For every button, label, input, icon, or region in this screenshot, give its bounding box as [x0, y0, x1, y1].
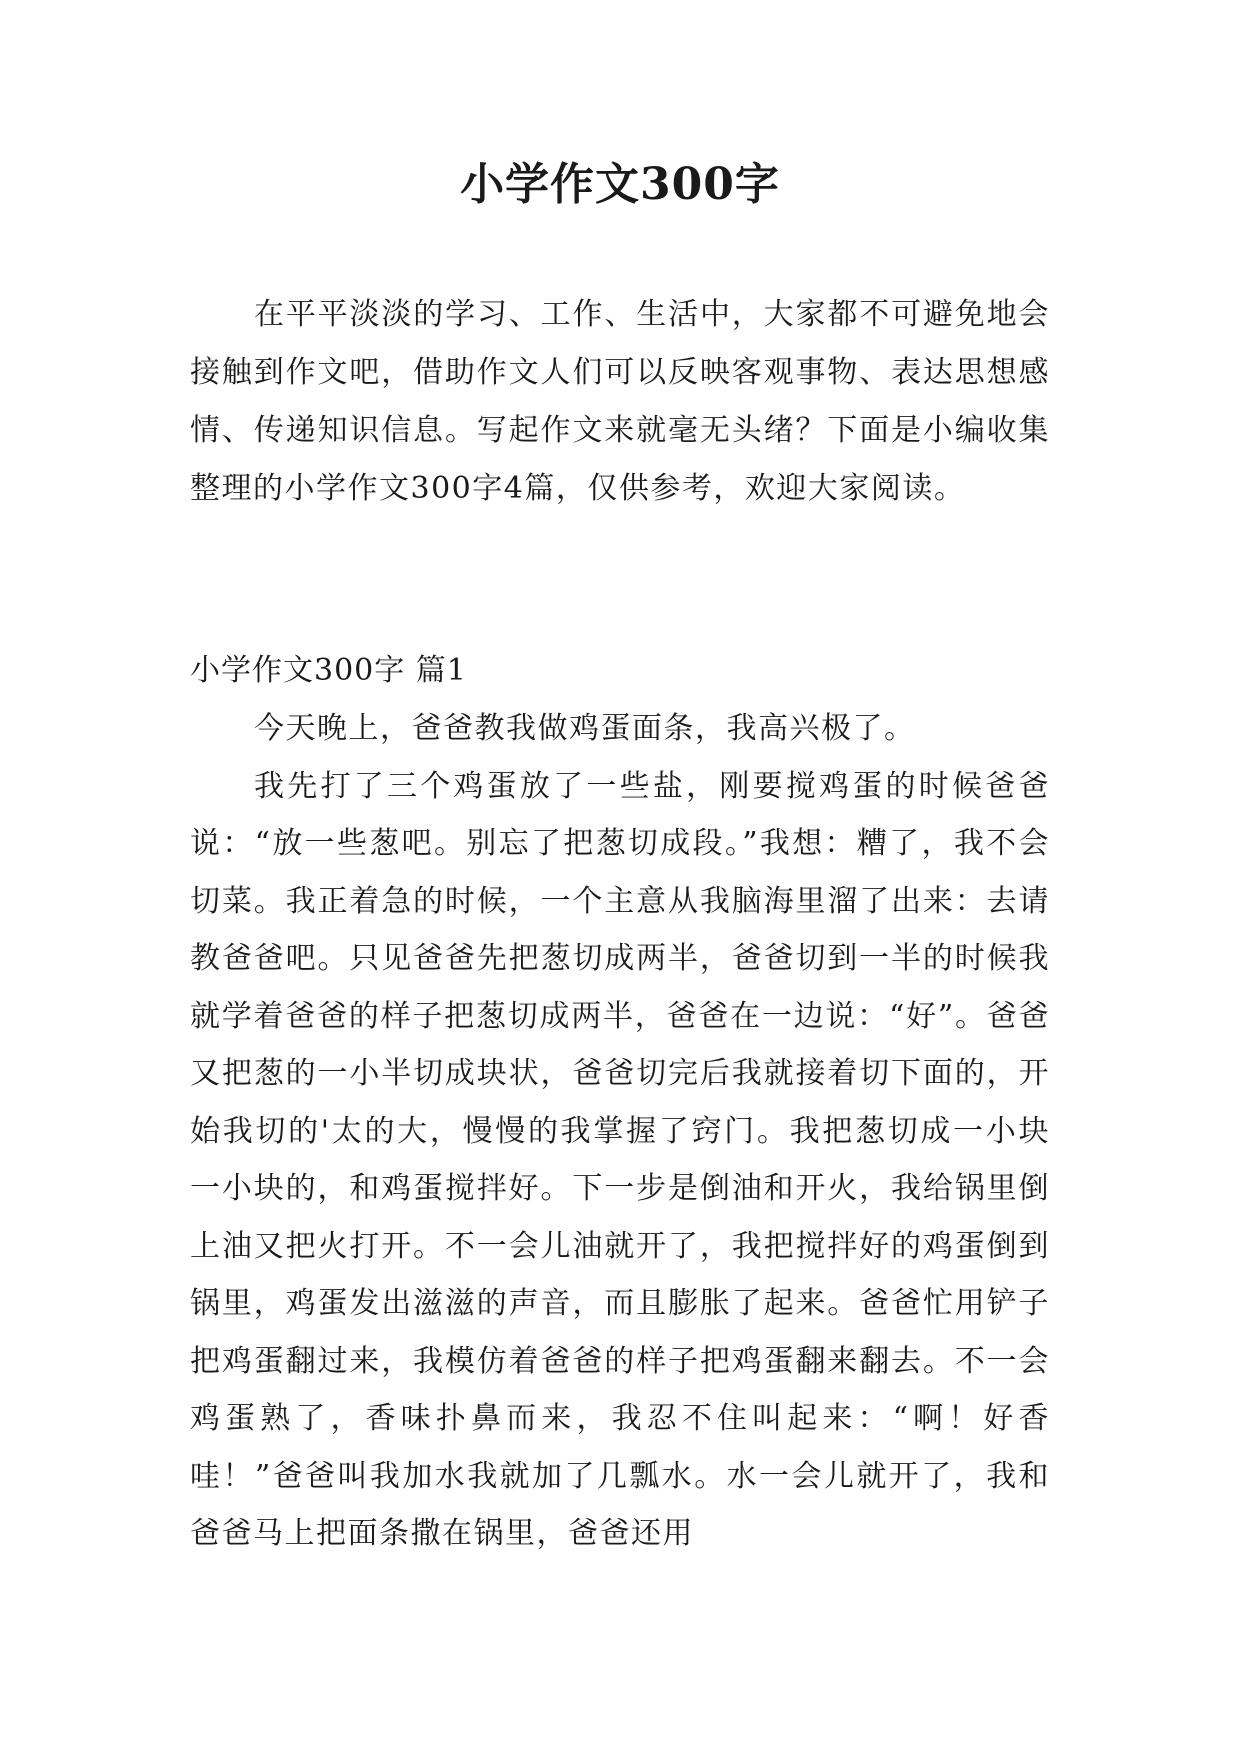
body-paragraph-1: 今天晚上，爸爸教我做鸡蛋面条，我高兴极了。 — [254, 711, 916, 746]
body-paragraph-2: 我先打了三个鸡蛋放了一些盐，刚要搅鸡蛋的时候爸爸说：“放一些葱吧。别忘了把葱切成段。”我想：糟了，我不会切菜。我正着急的时候，一个主意从我脑海里溜了出来：去请教爸爸吧。只见爸爸先把葱切成两半，爸爸切到一半的时候我就学着爸爸的样子把葱切成两半，爸爸在一边说：“好”。爸爸又把葱的一小半切成块状，爸爸切完后我就接着切下面的，开始我切的'太的大，慢慢的我掌握了窍门。我把葱切成一小块一小块的，和鸡蛋搅拌好。下一步是倒油和开火，我给锅里倒上油又把火打开。不一会儿油就开了，我把搅拌好的鸡蛋倒到锅里，鸡蛋发出滋滋的声音，而且膨胀了起来。爸爸忙用铲子把鸡蛋翻过来，我模仿着爸爸的样子把鸡蛋翻来翻去。不一会鸡蛋熟了，香味扑鼻而来，我忍不住叫起来：“啊！好香哇！”爸爸叫我加水我就加了几瓢水。水一会儿就开了，我和爸爸马上把面条撒在锅里，爸爸还用 — [190, 768, 1050, 1551]
document-title: 小学作文300字 — [460, 159, 780, 210]
intro-paragraph: 在平平淡淡的学习、工作、生活中，大家都不可避免地会接触到作文吧，借助作文人们可以反映客观事物、表达思想感情、传递知识信息。写起作文来就毫无头绪？下面是小编收集整理的小学作文300字4篇，仅供参考，欢迎大家阅读。 — [190, 297, 1050, 506]
section-body — [190, 700, 1050, 1563]
section-heading: 小学作文300字 篇1 — [190, 653, 467, 688]
